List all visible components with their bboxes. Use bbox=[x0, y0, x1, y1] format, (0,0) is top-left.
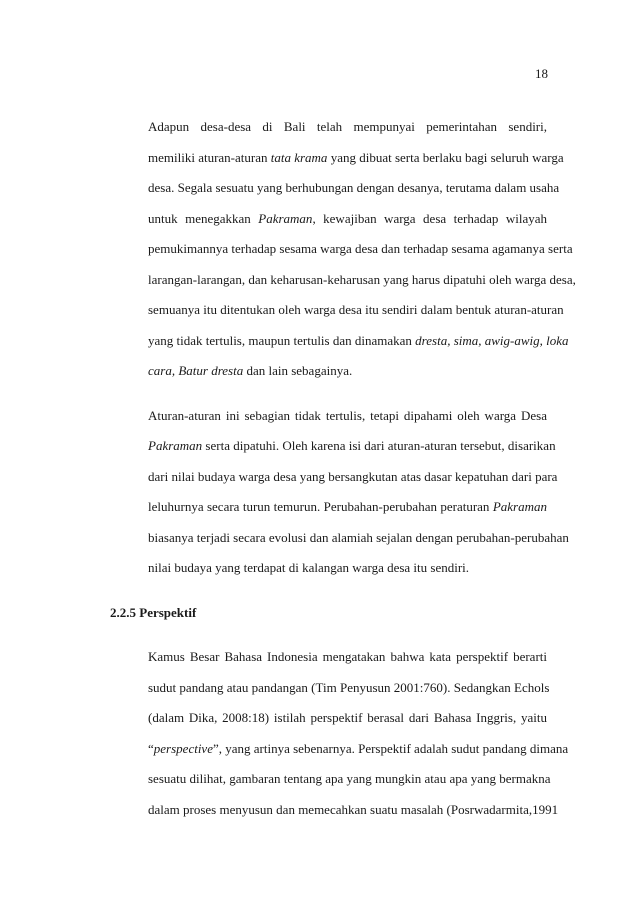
section-heading: 2.2.5 Perspektif bbox=[110, 604, 197, 620]
text-line bbox=[110, 143, 564, 174]
italic-term: cara, Batur dresta bbox=[148, 363, 244, 378]
text-run: dan lain sebagainya. bbox=[243, 363, 353, 378]
text-line bbox=[110, 356, 547, 387]
text-run: dari nilai budaya warga desa yang bersangkutan atas dasar kepatuhan dari para bbox=[148, 468, 558, 484]
text-run: untuk menegakkan bbox=[148, 210, 259, 226]
text-run: semuanya itu ditentukan oleh warga desa itu sendiri dalam bentuk aturan-aturan bbox=[148, 302, 564, 317]
text-line bbox=[110, 431, 556, 462]
italic-term: tata krama bbox=[270, 149, 328, 165]
text-run: sudut pandang atau pandangan (Tim Penyusun 2001:760). Sedangkan Echols bbox=[148, 679, 550, 695]
italic-term: Pakraman bbox=[258, 210, 313, 226]
text-run: biasanya terjadi secara evolusi dan alamiah sejalan dengan perubahan-perubahan bbox=[148, 529, 569, 545]
text-line bbox=[110, 401, 547, 432]
text-line bbox=[110, 265, 576, 296]
text-run: yang dibuat serta berlaku bagi seluruh warga bbox=[327, 149, 564, 165]
text-run: nilai budaya yang terdapat di kalangan warga desa itu sendiri. bbox=[148, 560, 470, 575]
text-run: memiliki aturan-aturan bbox=[148, 149, 271, 165]
text-line bbox=[110, 764, 551, 795]
text-run: sesuatu dilihat, gambaran tentang apa yang mungkin atau apa yang bermakna bbox=[148, 771, 551, 786]
text-line bbox=[110, 173, 560, 204]
text-line bbox=[110, 523, 569, 554]
italic-term: Pakraman bbox=[148, 438, 203, 453]
text-line bbox=[110, 642, 547, 673]
text-run: yang tidak tertulis, maupun tertulis dan dinamakan bbox=[148, 332, 416, 348]
text-line bbox=[110, 462, 558, 493]
page-content bbox=[110, 112, 576, 825]
text-line bbox=[110, 295, 564, 326]
italic-term: dresta, sima, awig-awig, loka bbox=[415, 332, 569, 348]
paragraph-perspektif bbox=[110, 642, 569, 825]
text-line bbox=[110, 326, 569, 357]
text-run: serta dipatuhi. Oleh karena isi dari aturan-aturan tersebut, disarikan bbox=[202, 438, 556, 453]
paragraph-desa-bali bbox=[110, 112, 576, 387]
text-line bbox=[110, 703, 547, 734]
text-line bbox=[110, 734, 569, 765]
text-line bbox=[110, 553, 547, 584]
page-number: 18 bbox=[535, 66, 548, 81]
text-line bbox=[110, 673, 550, 704]
text-run: , kewajiban warga desa terhadap wilayah bbox=[312, 210, 547, 226]
text-line bbox=[110, 795, 559, 826]
text-run: leluhurnya secara turun temurun. Perubahan-perubahan peraturan bbox=[148, 499, 493, 514]
text-run: (dalam Dika, 2008:18) istilah perspektif berasal dari Bahasa Inggris, yaitu bbox=[148, 710, 547, 725]
italic-term: perspective bbox=[153, 740, 213, 756]
text-run: ”, yang artinya sebenarnya. Perspektif adalah sudut pandang dimana bbox=[212, 740, 569, 756]
paragraph-aturan bbox=[110, 401, 569, 584]
text-run: “ bbox=[148, 740, 154, 756]
text-run: dalam proses menyusun dan memecahkan suatu masalah (Posrwadarmita,1991 bbox=[148, 801, 559, 817]
text-run: Kamus Besar Bahasa Indonesia mengatakan bahwa kata perspektif berarti bbox=[148, 649, 547, 664]
text-line bbox=[110, 204, 547, 235]
text-run: larangan-larangan, dan keharusan-keharusan yang harus dipatuhi oleh warga desa, bbox=[148, 271, 576, 287]
italic-term: Pakraman bbox=[492, 499, 547, 514]
text-run: desa. Segala sesuatu yang berhubungan dengan desanya, terutama dalam usaha bbox=[148, 180, 560, 195]
text-line bbox=[110, 492, 547, 523]
text-line bbox=[110, 112, 547, 143]
text-run: Adapun desa-desa di Bali telah mempunyai pemerintahan sendiri, bbox=[148, 119, 547, 134]
text-line bbox=[110, 234, 573, 265]
text-run: pemukimannya terhadap sesama warga desa dan terhadap sesama agamanya serta bbox=[148, 241, 573, 256]
text-run: Aturan-aturan ini sebagian tidak tertulis, tetapi dipahami oleh warga Desa bbox=[148, 407, 547, 423]
